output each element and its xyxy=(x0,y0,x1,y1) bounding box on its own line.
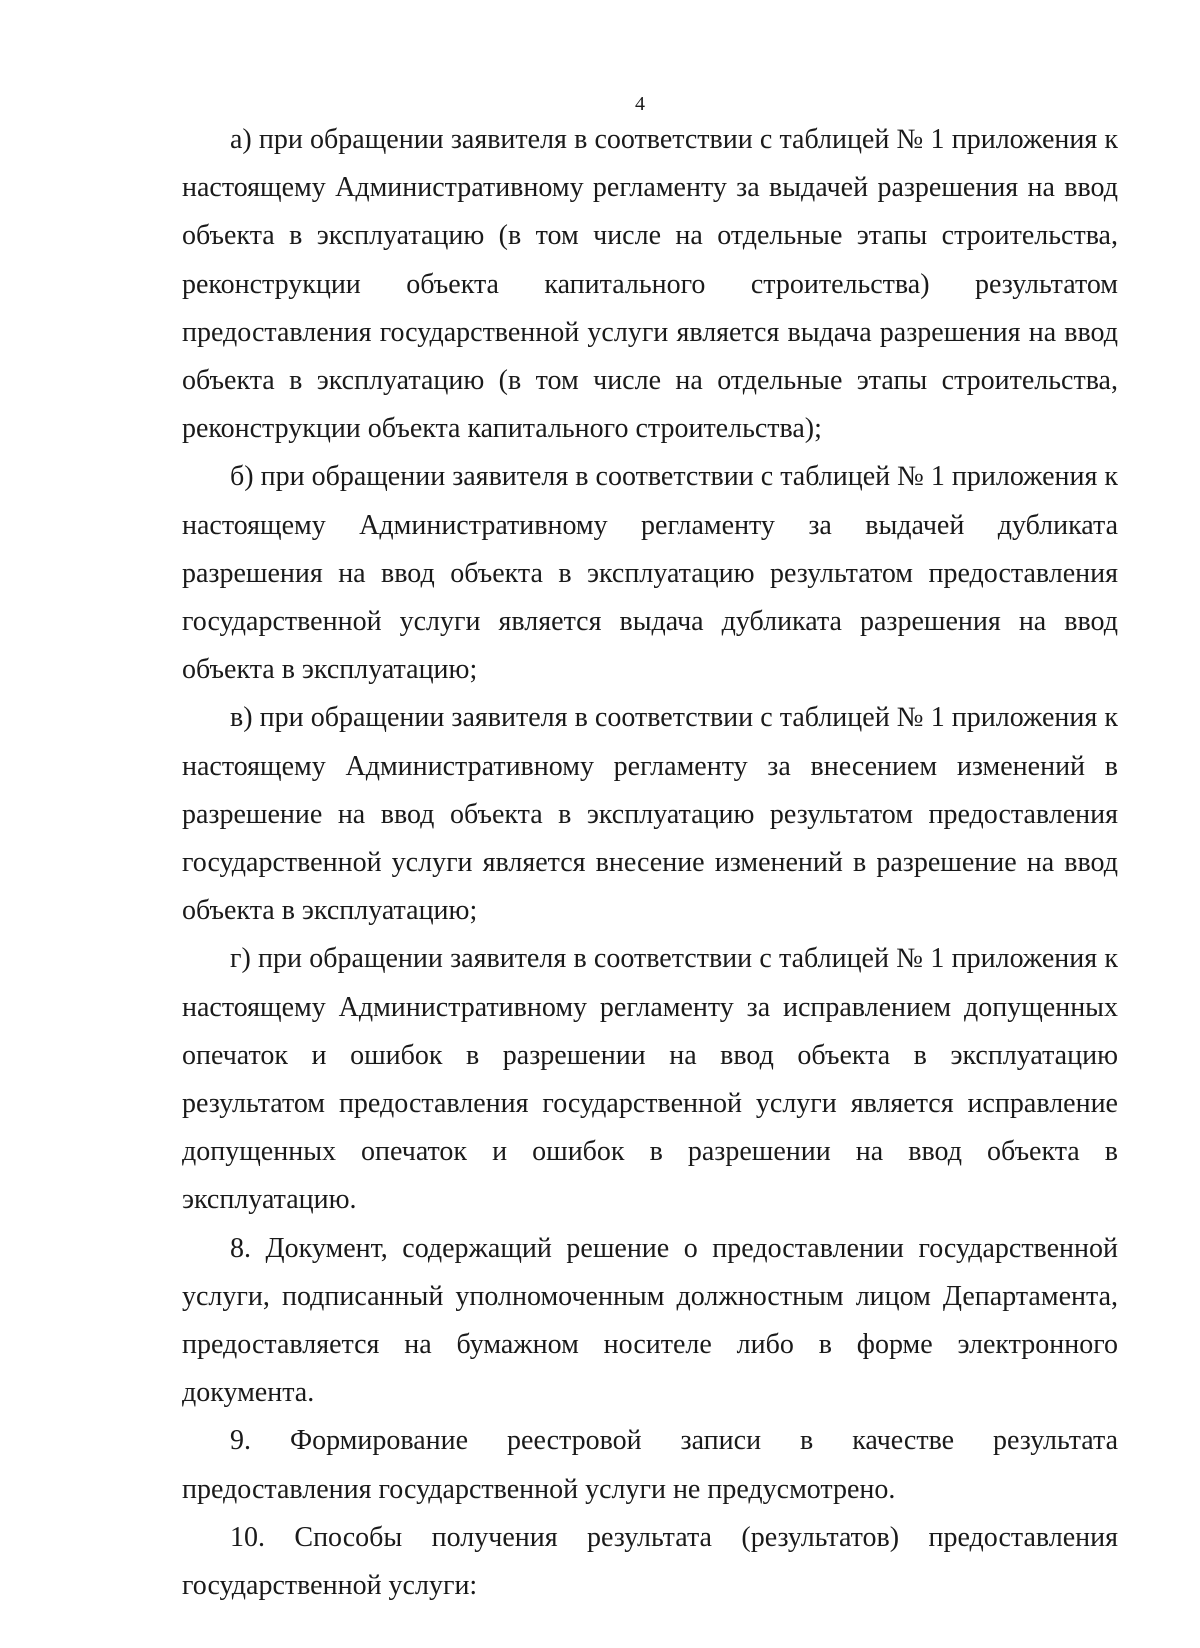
paragraph-a: а) при обращении заявителя в соответствии с таблицей № 1 приложения к настоящему Административному регламенту за выдачей разрешения на ввод объекта в эксплуатацию (в том числе на отдельные этапы строительства, реконструкции объекта капитального строительства) результатом предоставления государственной услуги является выдача разрешения на ввод объекта в эксплуатацию (в том числе на отдельные этапы строительства, реконструкции объекта капитального строительства); xyxy=(182,124,1118,445)
paragraph-g: г) при обращении заявителя в соответствии с таблицей № 1 приложения к настоящему Административному регламенту за исправлением допущенных опечаток и ошибок в разрешении на ввод объекта в эксплуатацию результатом предоставления государственной услуги является исправление допущенных опечаток и ошибок в разрешении на ввод объекта в эксплуатацию. xyxy=(182,943,1118,1216)
page-number: 4 xyxy=(635,93,645,115)
document-body xyxy=(182,116,1118,1610)
paragraph-10: 10. Способы получения результата (результатов) предоставления государственной услуги: xyxy=(182,1521,1118,1602)
paragraph-v: в) при обращении заявителя в соответствии с таблицей № 1 приложения к настоящему Административному регламенту за внесением изменений в разрешение на ввод объекта в эксплуатацию результатом предоставления государственной услуги является внесение изменений в разрешение на ввод объекта в эксплуатацию; xyxy=(182,702,1118,927)
paragraph-8: 8. Документ, содержащий решение о предоставлении государственной услуги, подписанный уполномоченным должностным лицом Департамента, предоставляется на бумажном носителе либо в форме электронного документа. xyxy=(182,1232,1118,1409)
paragraph-9: 9. Формирование реестровой записи в качестве результата предоставления государственной услуги не предусмотрено. xyxy=(182,1425,1118,1505)
paragraph-b: б) при обращении заявителя в соответствии с таблицей № 1 приложения к настоящему Административному регламенту за выдачей дубликата разрешения на ввод объекта в эксплуатацию результатом предоставления государственной услуги является выдача дубликата разрешения на ввод объекта в эксплуатацию; xyxy=(182,461,1118,686)
